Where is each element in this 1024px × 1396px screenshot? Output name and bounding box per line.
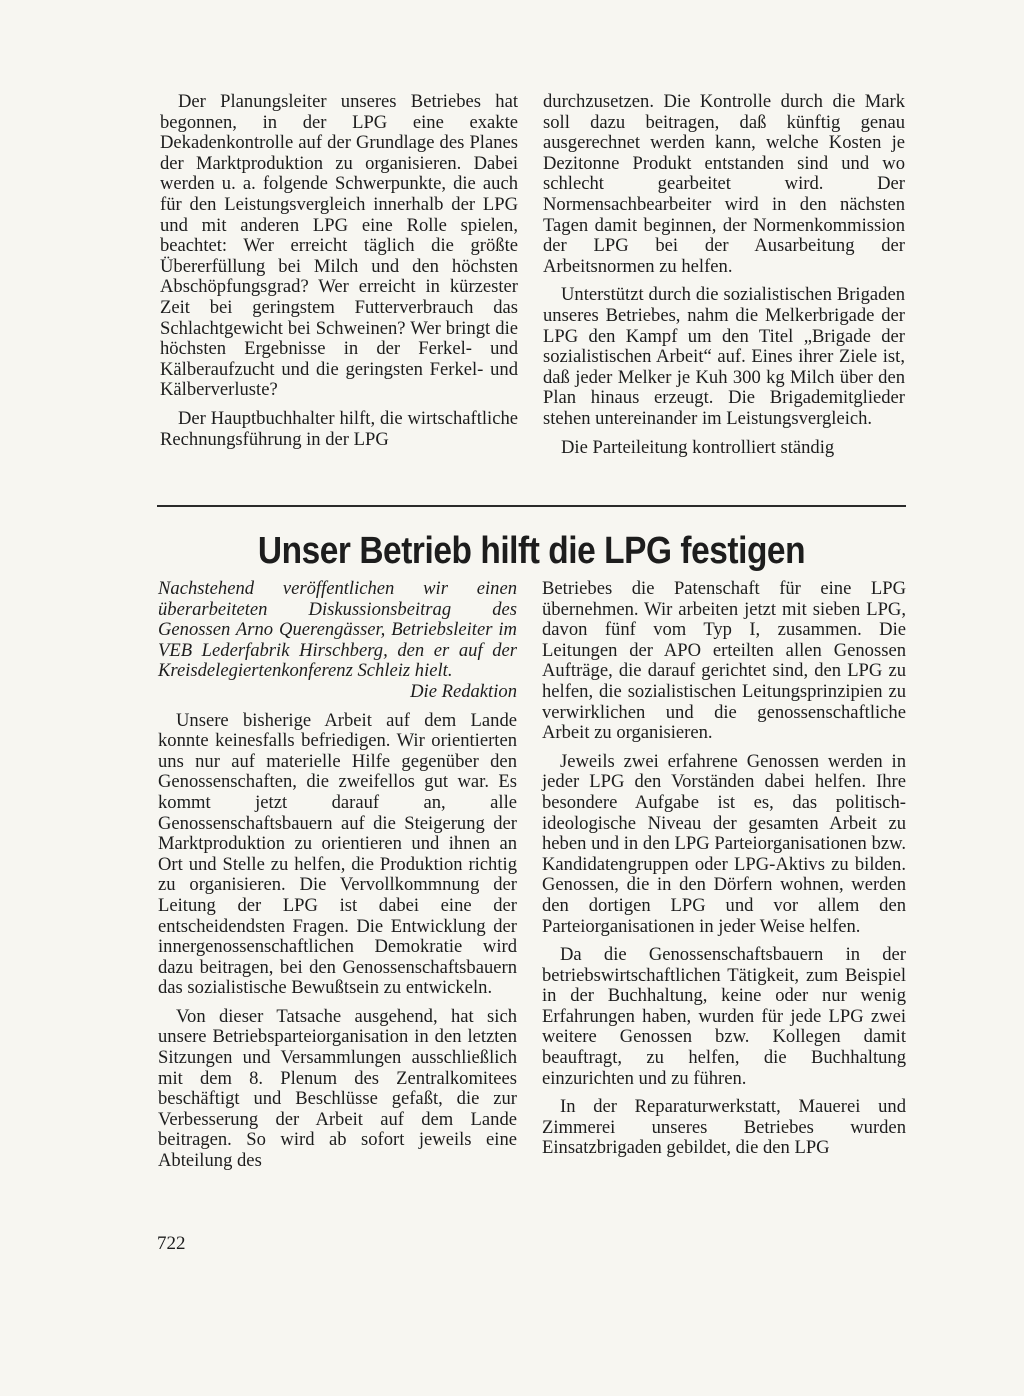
article-headline: Unser Betrieb hilft die LPG festigen [257,530,806,572]
paragraph: Da die Genossenschaftsbauern in der betriebswirtschaftlichen Tätigkeit, zum Beispiel in der Buchhaltung, keine oder nur wenig Erfahrungen haben, wurden für jede LPG zwei weitere Genossen bzw. Kollegen damit beauftragt, zu helfen, die Buchhaltung einzurichten und zu führen. [542,944,906,1089]
paragraph: In der Reparaturwerkstatt, Mauerei und Zimmerei unseres Betriebes wurden Einsatzbrigaden gebildet, die den LPG [542,1096,906,1159]
paragraph: Der Planungsleiter unseres Betriebes hat begonnen, in der LPG eine exakte Dekadenkontrolle auf der Grundlage des Planes der Marktproduktion zu organisieren. Dabei werden u. a. folgende Schwerpunkte, die auch für den Leistungsvergleich innerhalb der LPG und mit anderen LPG eine Rolle spielen, beachtet: Wer erreicht täglich die größte Übererfüllung bei Milch und den höchsten Abschöpfungsgrad? Wer erreicht in kürzester Zeit bei geringstem Futterverbrauch das Schlachtgewicht bei Schweinen? Wer bringt die höchsten Ergebnisse in der Ferkel- und Kälberaufzucht und die geringsten Ferkel- und Kälberverluste? [160,91,518,401]
page-number: 722 [157,1233,186,1254]
bottom-left-column [158,579,517,1172]
paragraph: Der Hauptbuchhalter hilft, die wirtschaftliche Rechnungsführung in der LPG [160,407,518,450]
paragraph: Von dieser Tatsache ausgehend, hat sich unsere Betriebsparteiorganisation in den letzten Sitzungen und Versammlungen ausschließlich mit dem 8. Plenum des Zentralkomitees beschäftigt und Beschlüsse gefaßt, die zur Verbesserung der Arbeit auf dem Lande beitragen. So wird ab sofort jeweils eine Abteilung des [158,1005,517,1172]
intro-signature: Die Redaktion [410,680,517,702]
paragraph: durchzusetzen. Die Kontrolle durch die Mark soll dazu beitragen, daß künftig genau ausgerechnet werden kann, welche Kosten je Dezitonne Produkt entstanden sind und wo schlecht gearbeitet wird. Der Normensachbearbeiter wird in den nächsten Tagen damit beginnen, der Normenkommission der LPG bei der Ausarbeitung der Arbeitsnormen zu helfen. [543,91,905,277]
paragraph: Betriebes die Patenschaft für eine LPG übernehmen. Wir arbeiten jetzt mit sieben LPG, davon fünf vom Typ I, zusammen. Die Leitungen der APO erteilten allen Genossen Aufträge, die darauf gerichtet sind, den LPG zu helfen, die sozialistischen Leitungsprinzipien zu verwirklichen und die genossenschaftliche Arbeit zu organisieren. [542,578,906,744]
intro-text: Nachstehend veröffentlichen wir einen überarbeiteten Diskussionsbeitrag des Genossen Arno Querengässer, Betriebsleiter im VEB Lederfabrik Hirschberg, den er auf der Kreisdelegiertenkonferenz Schleiz hielt. [158,578,517,682]
section-divider [157,505,906,507]
editorial-intro [158,579,517,703]
bottom-right-column [542,579,906,1159]
paragraph: Unsere bisherige Arbeit auf dem Lande konnte keinesfalls befriedigen. Wir orientierten uns nur auf materielle Hilfe gegenüber den Genossenschaften, die zweifellos gut war. Es kommt jetzt darauf an, alle Genossenschaftsbauern auf die Steigerung der Marktproduktion zu orientieren und ihnen an Ort und Stelle zu helfen, die Produktion richtig zu organisieren. Die Vervollkommnung der Leitung der LPG ist dabei eine der entscheidendsten Fragen. Die Entwicklung der innergenossenschaftlichen Demokratie wird dazu beitragen, bei den Genossenschaftsbauern das sozialistische Bewußtsein zu entwickeln. [158,709,517,999]
paragraph: Jeweils zwei erfahrene Genossen werden in jeder LPG den Vorständen dabei helfen. Ihre besondere Aufgabe ist es, das politisch-ideologische Niveau der gesamten Arbeit zu heben und in den LPG Parteiorganisationen bzw. Kandidatengruppen oder LPG-Aktivs zu bilden. Genossen, die in den Dörfern wohnen, werden den dortigen LPG und vor allem den Parteiorganisationen in jeder Weise helfen. [542,750,906,937]
top-left-column [160,92,518,450]
paragraph: Die Parteileitung kontrolliert ständig [561,436,835,458]
paragraph: Unterstützt durch die sozialistischen Brigaden unseres Betriebes, nahm die Melkerbrigade der LPG den Kampf um den Titel „Brigade der sozialistischen Arbeit“ auf. Eines ihrer Ziele ist, daß jeder Melker je Kuh 300 kg Milch über den Plan hinaus erzeugt. Die Brigademitglieder stehen untereinander im Leistungsvergleich. [543,284,905,429]
top-right-column [543,92,905,458]
